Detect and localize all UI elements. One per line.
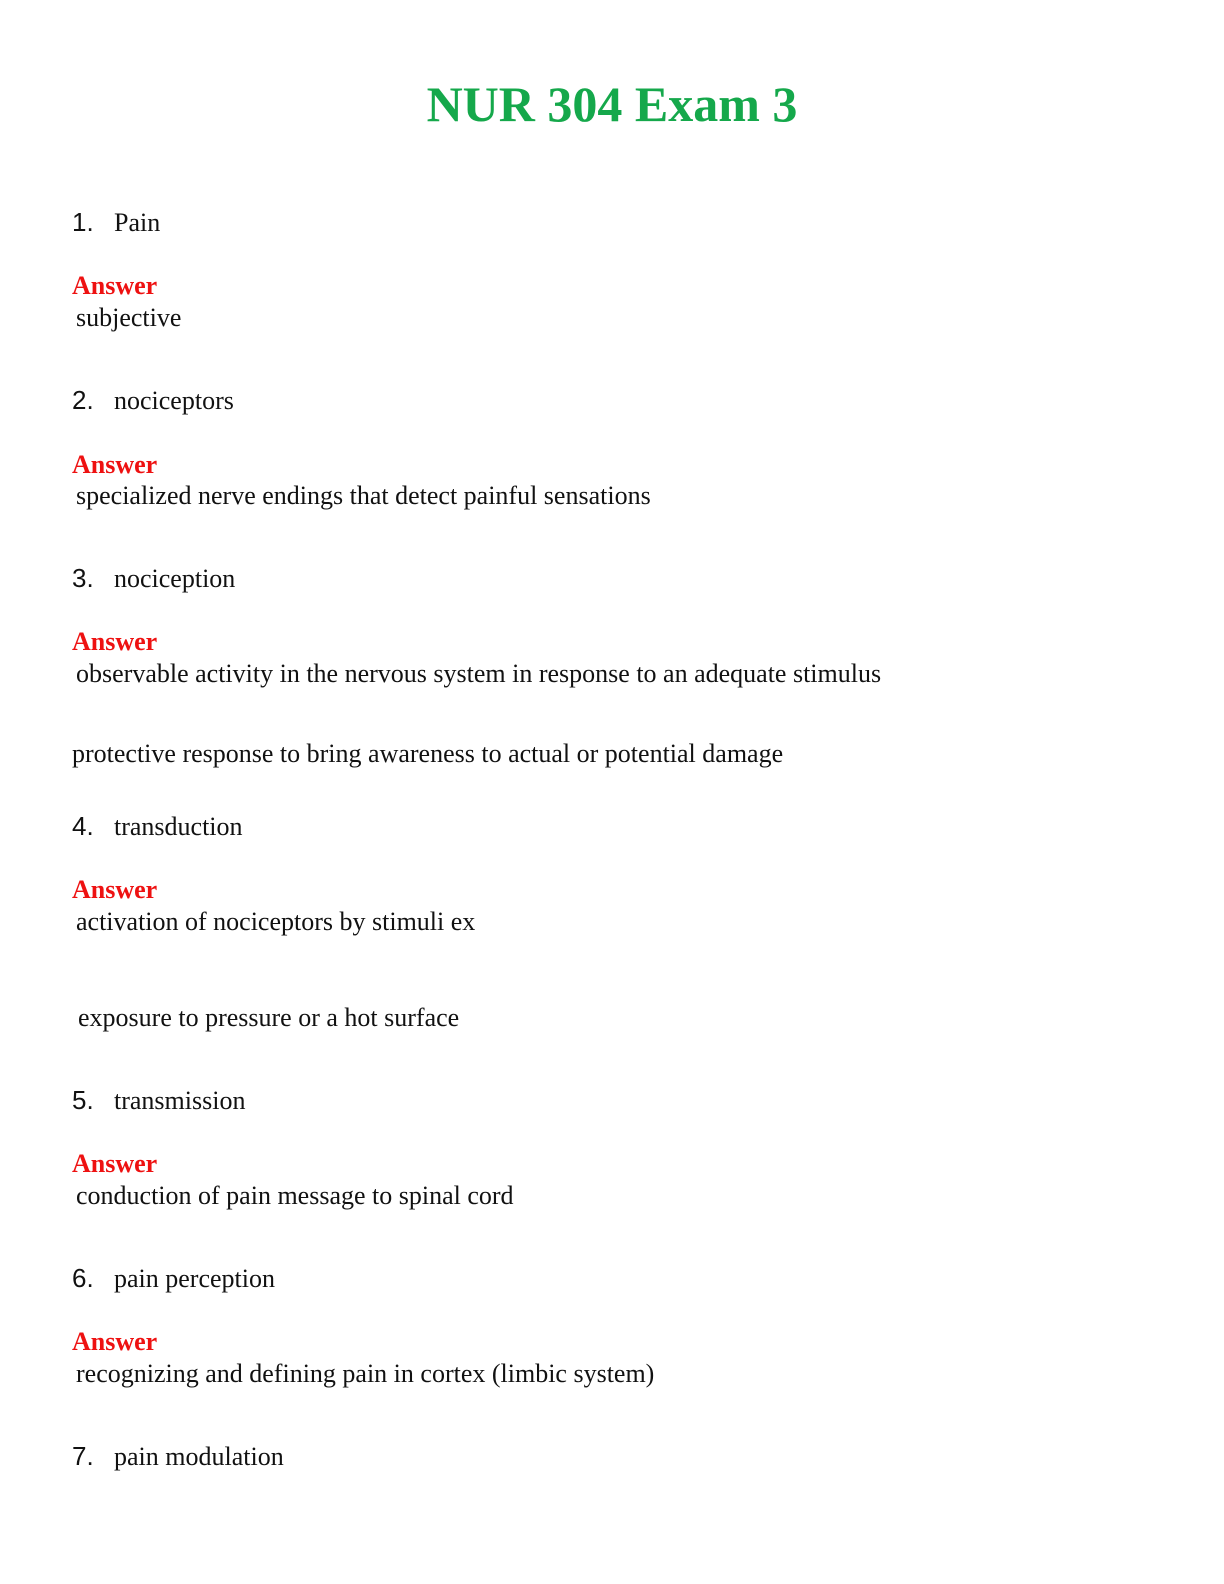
answer-label: Answer — [72, 450, 158, 479]
question-item — [72, 811, 243, 842]
answer-text: conduction of pain message to spinal cord — [76, 1181, 514, 1210]
question-item — [72, 1085, 245, 1116]
answer-label: Answer — [72, 1149, 158, 1178]
answer-text: recognizing and defining pain in cortex (limbic system) — [76, 1359, 655, 1388]
question-number: 5. — [72, 1085, 94, 1115]
question-item — [72, 563, 235, 594]
answer-label: Answer — [72, 1327, 158, 1356]
question-number: 1. — [72, 207, 94, 237]
question-term: transmission — [114, 1086, 246, 1115]
question-term: pain perception — [114, 1264, 275, 1293]
answer-label: Answer — [72, 627, 158, 656]
question-number: 6. — [72, 1263, 94, 1293]
question-item — [72, 1441, 284, 1472]
question-term: nociceptors — [114, 386, 234, 415]
question-term: Pain — [114, 208, 161, 237]
answer-text: exposure to pressure or a hot surface — [78, 1003, 460, 1032]
question-number: 2. — [72, 385, 94, 415]
question-term: pain modulation — [114, 1442, 284, 1471]
question-number: 4. — [72, 811, 94, 841]
answer-text: subjective — [76, 303, 182, 332]
answer-text: observable activity in the nervous system in response to an adequate stimulus — [76, 659, 882, 688]
question-item — [72, 385, 234, 416]
question-term: nociception — [114, 564, 236, 593]
answer-text: activation of nociceptors by stimuli ex — [76, 907, 476, 936]
question-item — [72, 207, 160, 238]
question-item — [72, 1263, 275, 1294]
question-term: transduction — [114, 812, 243, 841]
question-number: 3. — [72, 563, 94, 593]
answer-text: specialized nerve endings that detect painful sensations — [76, 481, 651, 510]
answer-text: protective response to bring awareness to actual or potential damage — [72, 739, 784, 768]
question-number: 7. — [72, 1441, 94, 1471]
page-title: NUR 304 Exam 3 — [426, 76, 798, 132]
answer-label: Answer — [72, 875, 158, 904]
answer-label: Answer — [72, 271, 158, 300]
